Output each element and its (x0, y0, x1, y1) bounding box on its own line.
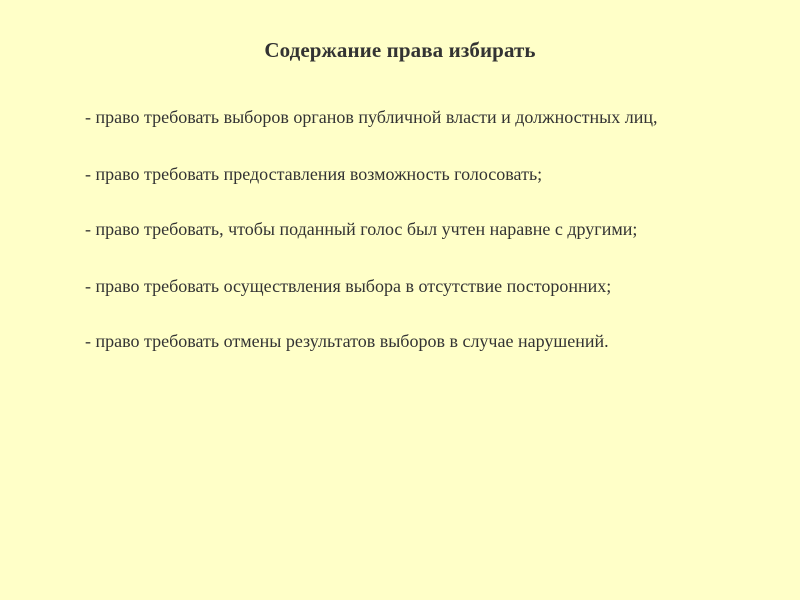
list-item: - право требовать предоставления возможность голосовать; (85, 164, 543, 184)
list-item: - право требовать выборов органов публичной власти и должностных лиц, (85, 107, 658, 127)
list-item: - право требовать, чтобы поданный голос был учтен наравне с другими; (85, 219, 638, 239)
slide-title: Содержание права избирать (264, 38, 536, 62)
list-item: - право требовать отмены результатов выборов в случае нарушений. (85, 331, 609, 351)
rights-list (72, 105, 762, 384)
list-item: - право требовать осуществления выбора в отсутствие посторонних; (85, 276, 612, 296)
